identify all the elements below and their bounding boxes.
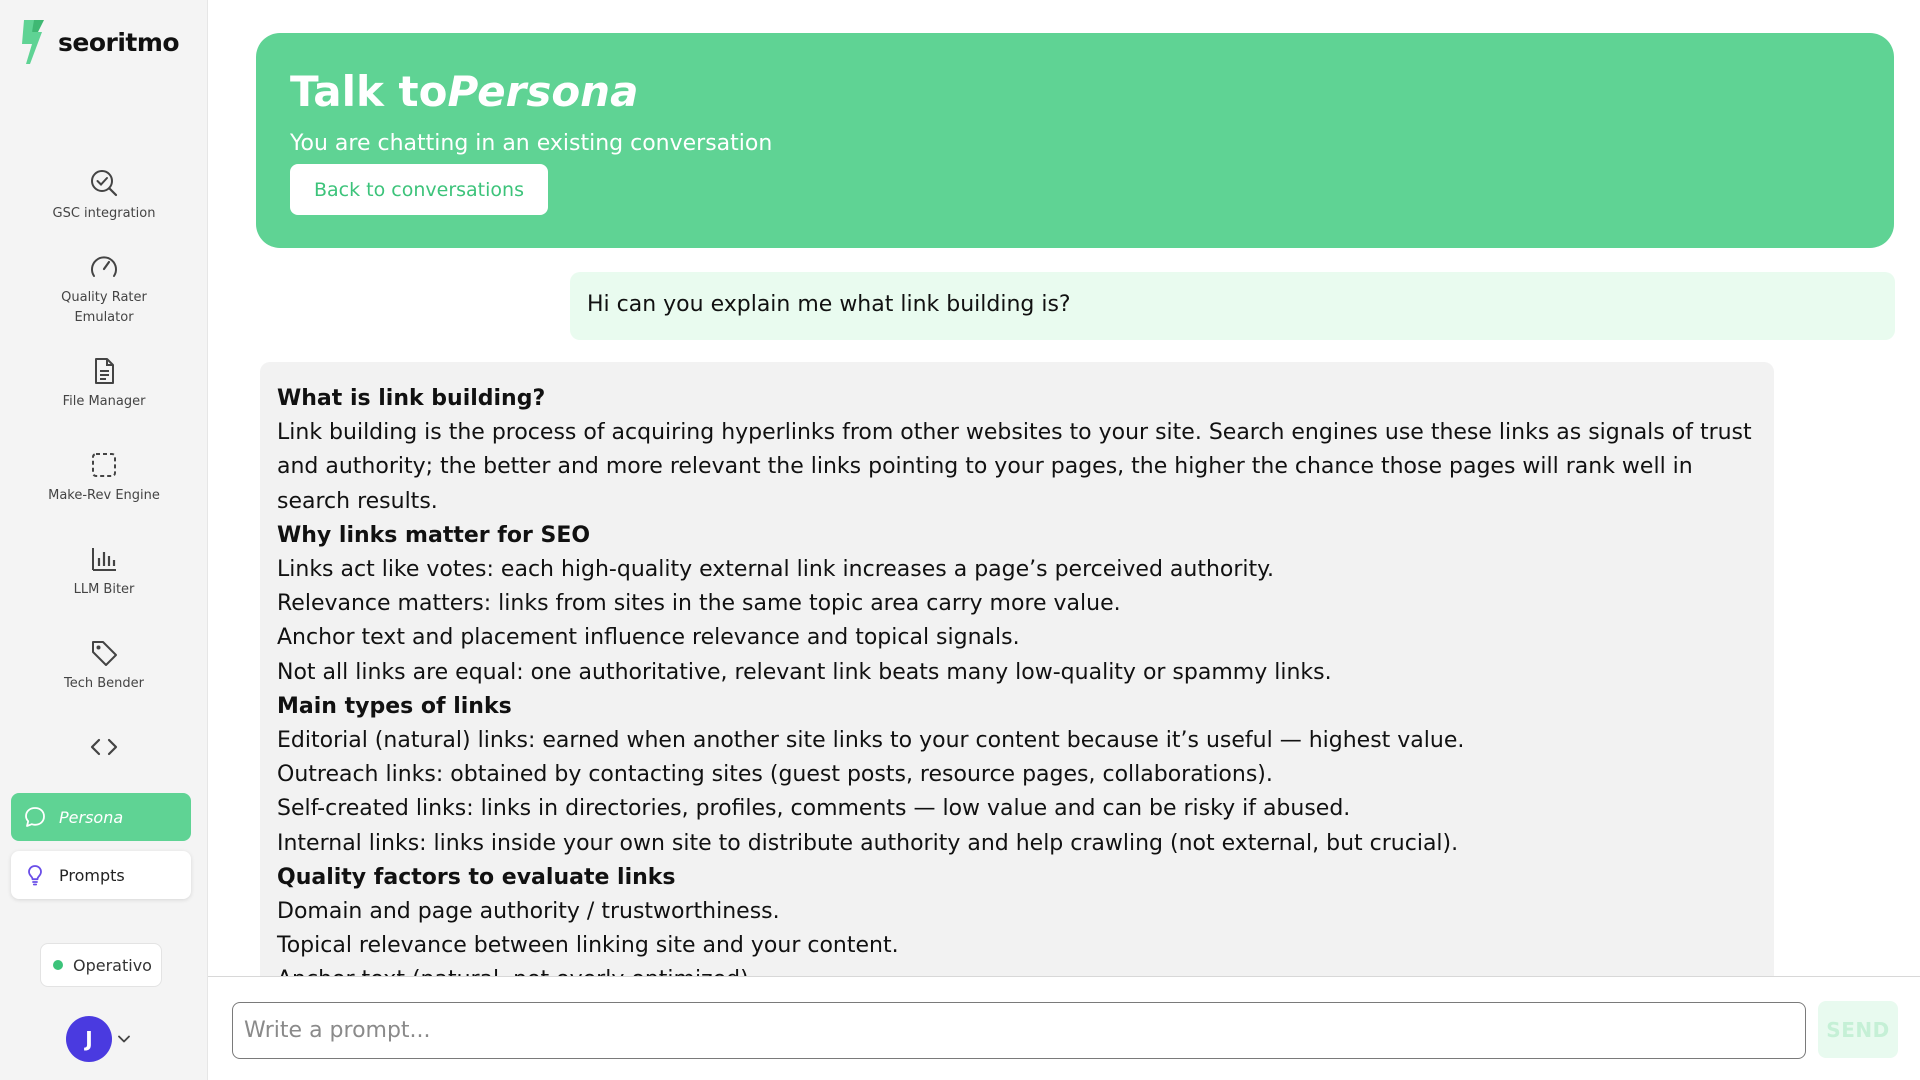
- chevron-down-icon[interactable]: [116, 1031, 132, 1047]
- sidebar-item-label: Make-Rev Engine: [48, 488, 160, 503]
- sidebar-item-prompts[interactable]: [11, 851, 191, 899]
- sidebar-item-label: Quality Rater: [61, 290, 147, 305]
- assistant-message-heading: Quality factors to evaluate links: [277, 864, 676, 890]
- assistant-message-line: Topical relevance between linking site and your content.: [277, 933, 899, 959]
- sidebar-item-quality-rater-emulator[interactable]: [0, 252, 208, 328]
- sidebar-item-label-line2: Emulator: [74, 310, 134, 325]
- sidebar-item-tech-bender[interactable]: [0, 638, 208, 694]
- prompt-composer: [208, 976, 1920, 1080]
- search-check-icon: [89, 168, 119, 198]
- sidebar-item-label: Tech Bender: [64, 676, 144, 691]
- sidebar-item-label: LLM Biter: [73, 582, 135, 597]
- chat-bubble-icon: [23, 805, 47, 829]
- brand-logo[interactable]: [20, 18, 179, 66]
- gauge-icon: [89, 252, 119, 282]
- page-subtitle: You are chatting in an existing conversation: [290, 131, 773, 156]
- bar-chart-icon: [89, 544, 119, 574]
- assistant-message-heading: Why links matter for SEO: [277, 522, 591, 548]
- assistant-message-line: Relevance matters: links from sites in the same topic area carry more value.: [277, 591, 1121, 617]
- assistant-message: [260, 362, 1774, 1022]
- sidebar-item-code[interactable]: [0, 732, 208, 768]
- page-title: [290, 67, 638, 116]
- sidebar-item-persona[interactable]: [11, 793, 191, 841]
- document-icon: [89, 356, 119, 386]
- assistant-message-heading: Main types of links: [277, 693, 512, 719]
- sidebar-item-make-rev-engine[interactable]: [0, 450, 208, 506]
- sidebar-item-label: GSC integration: [52, 206, 156, 221]
- send-button[interactable]: SEND: [1818, 1001, 1898, 1058]
- assistant-message-line: Editorial (natural) links: earned when another site links to your content because it’s useful — highest value.: [277, 728, 1465, 754]
- status-label: Operativo: [73, 955, 152, 975]
- sidebar: [0, 0, 208, 1080]
- assistant-message-line: Anchor text and placement influence relevance and topical signals.: [277, 625, 1020, 651]
- assistant-message-line: Outreach links: obtained by contacting sites (guest posts, resource pages, collaborations).: [277, 762, 1273, 788]
- brand-name-text: seoritmo: [58, 27, 180, 57]
- user-menu[interactable]: [66, 1016, 132, 1062]
- assistant-message-line: Links act like votes: each high-quality external link increases a page’s perceived authority.: [277, 557, 1275, 583]
- sidebar-item-llm-biter[interactable]: [0, 544, 208, 600]
- status-dot-icon: [53, 960, 63, 970]
- tag-icon: [89, 638, 119, 668]
- chat-scroll-area[interactable]: [208, 350, 1920, 978]
- sidebar-item-label: File Manager: [62, 394, 146, 409]
- assistant-message-line: Domain and page authority / trustworthiness.: [277, 899, 780, 925]
- page-title-prefix: Talk to: [290, 67, 448, 116]
- avatar-initial: J: [85, 1027, 93, 1051]
- avatar[interactable]: [66, 1016, 112, 1062]
- back-to-conversations-button[interactable]: Back to conversations: [290, 164, 548, 215]
- page-title-persona: Persona: [447, 67, 639, 116]
- dashed-square-icon: [89, 450, 119, 480]
- sidebar-item-file-manager[interactable]: [0, 356, 208, 412]
- conversation-header: [256, 33, 1894, 248]
- prompt-input[interactable]: [232, 1002, 1806, 1059]
- assistant-message-heading: What is link building?: [277, 386, 546, 411]
- lightbulb-icon: [23, 863, 47, 887]
- persona-label: Persona: [59, 807, 124, 827]
- assistant-message-line: Self-created links: links in directories, profiles, comments — low value and can be risky if abused.: [277, 796, 1351, 822]
- prompts-label: Prompts: [59, 865, 125, 885]
- assistant-message-line: Link building is the process of acquiring hyperlinks from other websites to your site. Search engines use these links as signals of trust and authority; the better and more relevant the links pointing to your pages, the higher the chance those pages will rank well in search results.: [277, 420, 1752, 514]
- logo-mark-icon: [20, 18, 54, 66]
- code-icon: [88, 732, 120, 762]
- sidebar-item-gsc-integration[interactable]: [0, 168, 208, 224]
- status-badge: [40, 943, 162, 987]
- user-message: Hi can you explain me what link building is?: [570, 272, 1895, 340]
- assistant-message-line: Internal links: links inside your own site to distribute authority and help crawling (not external, but crucial).: [277, 830, 1459, 856]
- brand-name: [58, 28, 179, 57]
- assistant-message-line: Not all links are equal: one authoritative, relevant link beats many low-quality or spammy links.: [277, 659, 1332, 685]
